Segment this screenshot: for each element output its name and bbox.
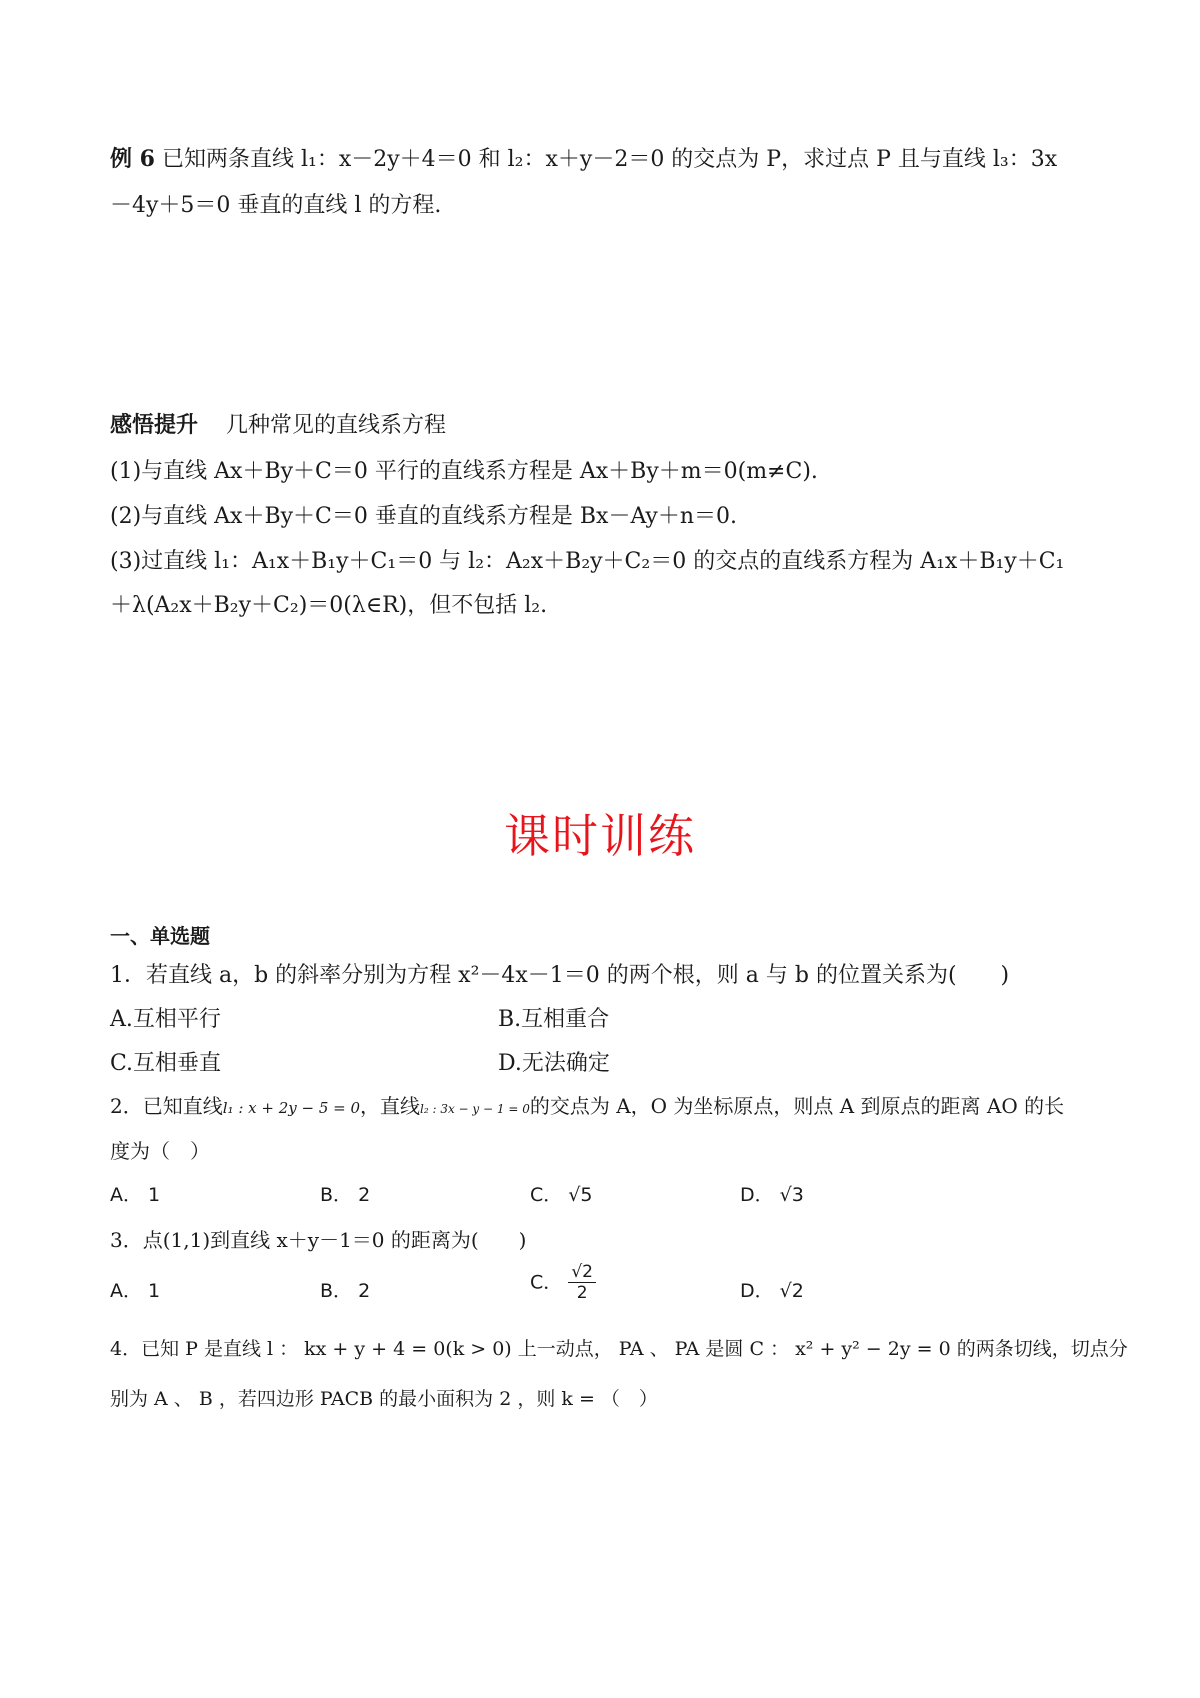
fraction <box>568 1262 596 1304</box>
question-1-option-b[interactable]: B.互相重合 <box>498 1007 610 1032</box>
question-2-suffix: 的交点为 A，O 为坐标原点，则点 A 到原点的距离 AO 的长 <box>529 1094 1065 1118</box>
question-3-option-a[interactable]: A． 1 <box>110 1280 161 1302</box>
question-3-option-b[interactable]: B． 2 <box>320 1280 371 1302</box>
question-2-option-a[interactable]: A． 1 <box>110 1184 161 1206</box>
question-2-line-2: 度为（ ） <box>110 1139 210 1163</box>
question-2-equation-2: l₂ : 3x − y − 1 = 0 <box>420 1102 530 1116</box>
insight-item-3-line-2: ＋λ(A₂x＋B₂y＋C₂)＝0(λ∈R)，但不包括 l₂. <box>110 593 548 618</box>
question-4-line-2: 别为 A 、 B ，若四边形 PACB 的最小面积为 2 ，则 k = （ ） <box>110 1388 658 1410</box>
question-2-mid: ，直线 <box>360 1094 421 1118</box>
question-1-option-a[interactable]: A.互相平行 <box>110 1007 221 1032</box>
question-2-line-1 <box>110 1090 1064 1119</box>
question-4-line-1: 4．已知 P 是直线 l ： kx + y + 4 = 0(k > 0) 上一动点， PA 、 PA 是圆 C ： x² + y² − 2y = 0 的两条切线，切点分 <box>110 1338 1128 1360</box>
example-text-1: 已知两条直线 l₁：x－2y＋4＝0 和 l₂：x＋y－2＝0 的交点为 P，求过点 P 且与直线 l₃：3x <box>161 147 1058 172</box>
question-3-option-d[interactable]: D． √2 <box>740 1280 804 1302</box>
question-3-option-c-label: C． <box>530 1271 563 1294</box>
insight-title: 几种常见的直线系方程 <box>226 413 447 438</box>
example-label: 例 6 <box>110 146 155 172</box>
insight-item-1: (1)与直线 Ax＋By＋C＝0 平行的直线系方程是 Ax＋By＋m＝0(m≠C). <box>110 459 818 484</box>
question-1-option-d[interactable]: D.无法确定 <box>498 1051 610 1076</box>
fraction-numerator: √2 <box>568 1262 596 1283</box>
question-2-option-c[interactable]: C． √5 <box>530 1184 593 1206</box>
section-title: 课时训练 <box>504 809 696 863</box>
question-3-text: 3．点(1,1)到直线 x＋y－1＝0 的距离为( ) <box>110 1228 527 1252</box>
single-choice-heading: 一、单选题 <box>110 924 210 948</box>
insight-item-3-line-1: (3)过直线 l₁：A₁x＋B₁y＋C₁＝0 与 l₂：A₂x＋B₂y＋C₂＝0 的交点的直线系方程为 A₁x＋B₁y＋C₁ <box>110 549 1065 574</box>
fraction-denominator: 2 <box>576 1283 588 1304</box>
example-6-line-1 <box>110 142 1057 173</box>
question-3-option-c[interactable] <box>530 1262 596 1304</box>
question-2-equation-1: l₁ : x + 2y − 5 = 0 <box>222 1099 361 1117</box>
insight-label: 感悟提升 <box>110 412 199 438</box>
question-1-option-c[interactable]: C.互相垂直 <box>110 1051 222 1076</box>
question-2-option-b[interactable]: B． 2 <box>320 1184 371 1206</box>
insight-heading <box>110 408 446 439</box>
question-2-option-d[interactable]: D． √3 <box>740 1184 804 1206</box>
question-2-prefix: 2．已知直线 <box>110 1094 223 1118</box>
insight-item-2: (2)与直线 Ax＋By＋C＝0 垂直的直线系方程是 Bx－Ay＋n＝0. <box>110 504 738 529</box>
question-1-text: 1．若直线 a，b 的斜率分别为方程 x²－4x－1＝0 的两个根，则 a 与 b 的位置关系为( ) <box>110 963 1010 988</box>
example-6-line-2: －4y＋5＝0 垂直的直线 l 的方程. <box>110 193 442 218</box>
